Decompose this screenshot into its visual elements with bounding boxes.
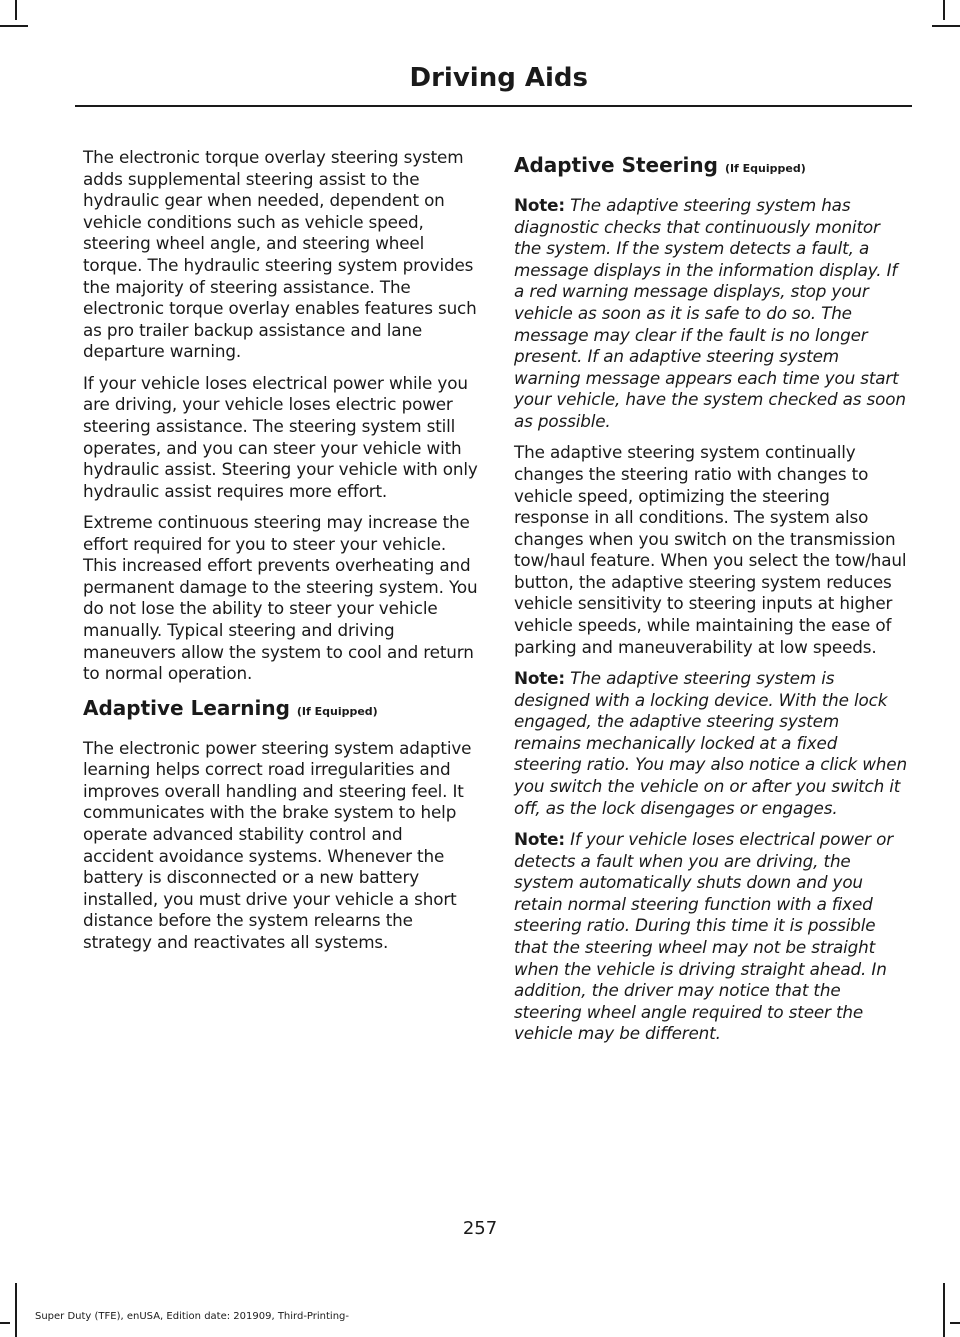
heading-adaptive-steering-text: Adaptive Steering [514,153,718,177]
crop-mark-top-right-vertical [943,0,945,20]
crop-mark-bottom-right-horizontal [950,1322,960,1324]
note-diagnostic-checks-text: The adaptive steering system has diagnostic checks that continuously monitor the system. If the system detects a fault, a message displays in the information display. If a red warning message displays, stop your vehicle as soon as it is safe to do so. The message may clear if the fault is no longer present. If an adaptive steering system warning message appears each time you start your vehicle, have the system checked as soon as possible. [514,195,906,431]
crop-mark-bottom-left-vertical [15,1283,17,1337]
header-rule [75,105,912,107]
paragraph-electrical-power-loss: If your vehicle loses electrical power while you are driving, your vehicle loses electric power steering assistance. The steering system still operates, and you can steer your vehicle with hydraulic assist. Steering your vehicle with only hydraulic assist requires more effort. [83,372,478,501]
note-diagnostic-checks [514,195,909,433]
heading-adaptive-steering-qualifier: (If Equipped) [724,162,806,175]
crop-mark-top-right-horizontal [932,25,960,27]
edition-footer: Super Duty (TFE), enUSA, Edition date: 201909, Third-Printing- [35,1311,350,1322]
crop-mark-top-left-vertical [15,0,17,20]
paragraph-adaptive-learning: The electronic power steering system adaptive learning helps correct road irregularities and improves overall handling and steering feel. It communicates with the brake system to help operate advanced stability control and accident avoidance systems. Whenever the battery is disconnected or a new battery installed, you must drive your vehicle a short distance before the system relearns the strategy and reactivates all systems. [83,737,472,952]
right-column [514,150,909,1055]
note-power-loss-fault-text: If your vehicle loses electrical power or detects a fault when you are driving, the system automatically shuts down and you retain normal steering function with a fixed steering ratio. During this time it is possible that the steering wheel may not be straight when the vehicle is driving straight ahead. In addition, the driver may notice that the steering wheel angle required to steer the vehicle may be different. [514,829,893,1044]
page-number: 257 [462,1218,498,1239]
paragraph-extreme-steering: Extreme continuous steering may increase the effort required for you to steer your vehicle. This increased effort prevents overheating and permanent damage to the steering system. You do not lose the ability to steer your vehicle manually. Typical steering and driving maneuvers allow the system to cool and return to normal operation. [83,512,478,684]
note-label: Note: [514,195,565,215]
note-power-loss-fault [514,829,909,1045]
paragraph-adaptive-steering: The adaptive steering system continually changes the steering ratio with changes to vehicle speed, optimizing the steering response in all conditions. The system also changes when you switch on the transmission tow/haul feature. When you select the tow/haul button, the adaptive steering system reduces vehicle sensitivity to steering inputs at higher vehicle speeds, while maintaining the ease of parking and maneuverability at low speeds. [514,442,907,657]
heading-adaptive-steering [514,152,909,182]
left-column [83,147,478,963]
crop-mark-top-left-horizontal [0,25,28,27]
heading-adaptive-learning [83,695,478,725]
note-label: Note: [514,668,565,689]
note-label: Note: [514,829,565,850]
crop-mark-bottom-right-vertical [943,1283,945,1337]
paragraph-torque-overlay: The electronic torque overlay steering system adds supplemental steering assist to the hydraulic gear when needed, dependent on vehicle conditions such as vehicle speed, steering wheel angle, and steering wheel torque. The hydraulic steering system provides the majority of steering assistance. The electronic torque overlay enables features such as pro trailer backup assistance and lane departure warning. [83,147,477,362]
heading-adaptive-learning-text: Adaptive Learning [83,695,290,720]
note-locking-device-text: The adaptive steering system is designed with a locking device. With the lock engaged, the adaptive steering system remains mechanically locked at a fixed steering ratio. You may also notice a click when you switch the vehicle on or after you switch it off, as the lock disengages or engages. [514,668,907,818]
section-title: Driving Aids [409,63,588,93]
heading-adaptive-learning-qualifier: (If Equipped) [296,704,378,718]
note-locking-device [514,668,909,819]
crop-mark-bottom-left-horizontal [0,1322,10,1324]
